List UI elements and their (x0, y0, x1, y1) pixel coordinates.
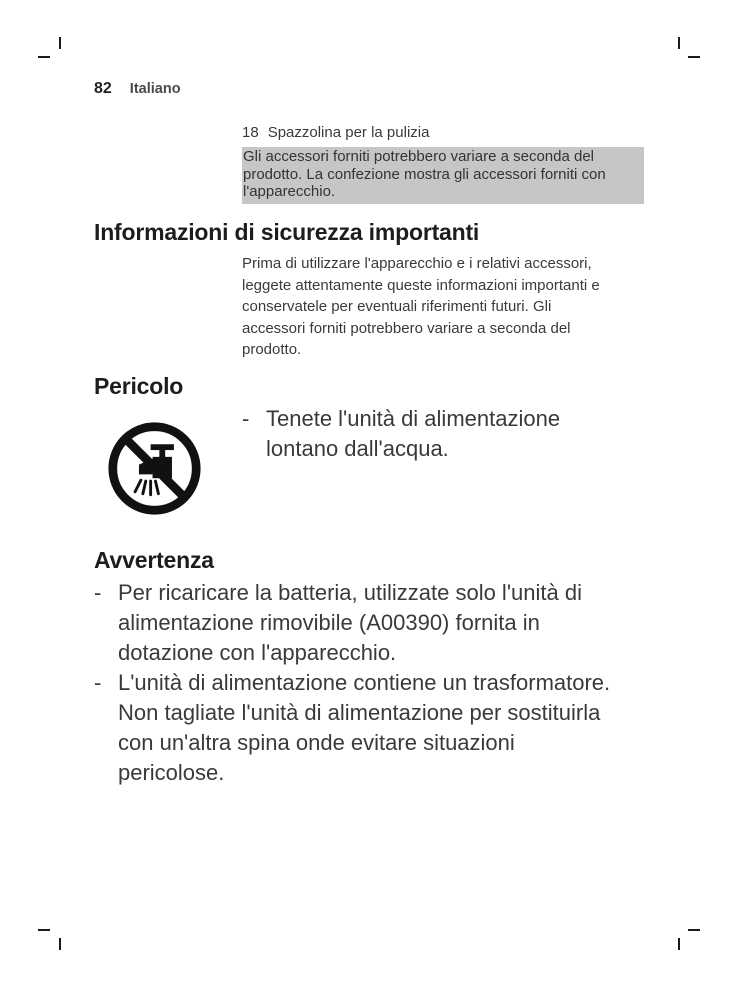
warning-list (94, 578, 622, 788)
crop-mark-bottom-left-h (38, 929, 50, 931)
bullet-dash: - (94, 580, 102, 605)
list-item-number: 18 (242, 124, 259, 141)
accessories-note: Gli accessori forniti potrebbero variare a seconda del prodotto. La confezione mostra gli accessori forniti con l'apparecchio. (242, 147, 644, 204)
safety-intro-paragraph: Prima di utilizzare l'apparecchio e i relativi accessori, leggete attentamente queste informazioni importanti e conservatele per eventuali riferimenti futuri. Gli accessori forniti potrebbero variare a seconda del prodotto. (242, 255, 600, 359)
section-title-warning: Avvertenza (94, 547, 214, 573)
crop-mark-top-right-h (688, 56, 700, 58)
bullet-dash: - (94, 670, 102, 695)
warning-item-text: L'unità di alimentazione contiene un trasformatore. Non tagliate l'unità di alimentazione per sostituirla con un'altra spina onde evitare situazioni pericolose. (118, 670, 611, 785)
language-label: Italiano (129, 81, 181, 97)
parts-list-item (242, 124, 429, 141)
crop-mark-bottom-right-h (688, 929, 700, 931)
running-header (94, 80, 181, 98)
danger-item-text: Tenete l'unità di alimentazione lontano dall'acqua. (266, 406, 561, 461)
list-item (242, 404, 637, 464)
crop-mark-top-left-h (38, 56, 50, 58)
crop-mark-bottom-right-v (678, 938, 680, 950)
warning-item-text: Per ricaricare la batteria, utilizzate solo l'unità di alimentazione rimovibile (A00390) fornita in dotazione con l'apparecchio. (118, 580, 582, 665)
section-title-safety: Informazioni di sicurezza importanti (94, 219, 480, 245)
danger-list (242, 404, 637, 464)
crop-mark-top-right-v (678, 37, 680, 49)
no-water-icon (106, 420, 203, 517)
section-title-danger: Pericolo (94, 373, 184, 399)
list-item (94, 578, 622, 668)
list-item-label: Spazzolina per la pulizia (267, 124, 430, 141)
list-item (94, 668, 622, 788)
page-number: 82 (94, 80, 112, 97)
crop-mark-bottom-left-v (59, 938, 61, 950)
bullet-dash: - (242, 406, 250, 431)
crop-mark-top-left-v (59, 37, 61, 49)
